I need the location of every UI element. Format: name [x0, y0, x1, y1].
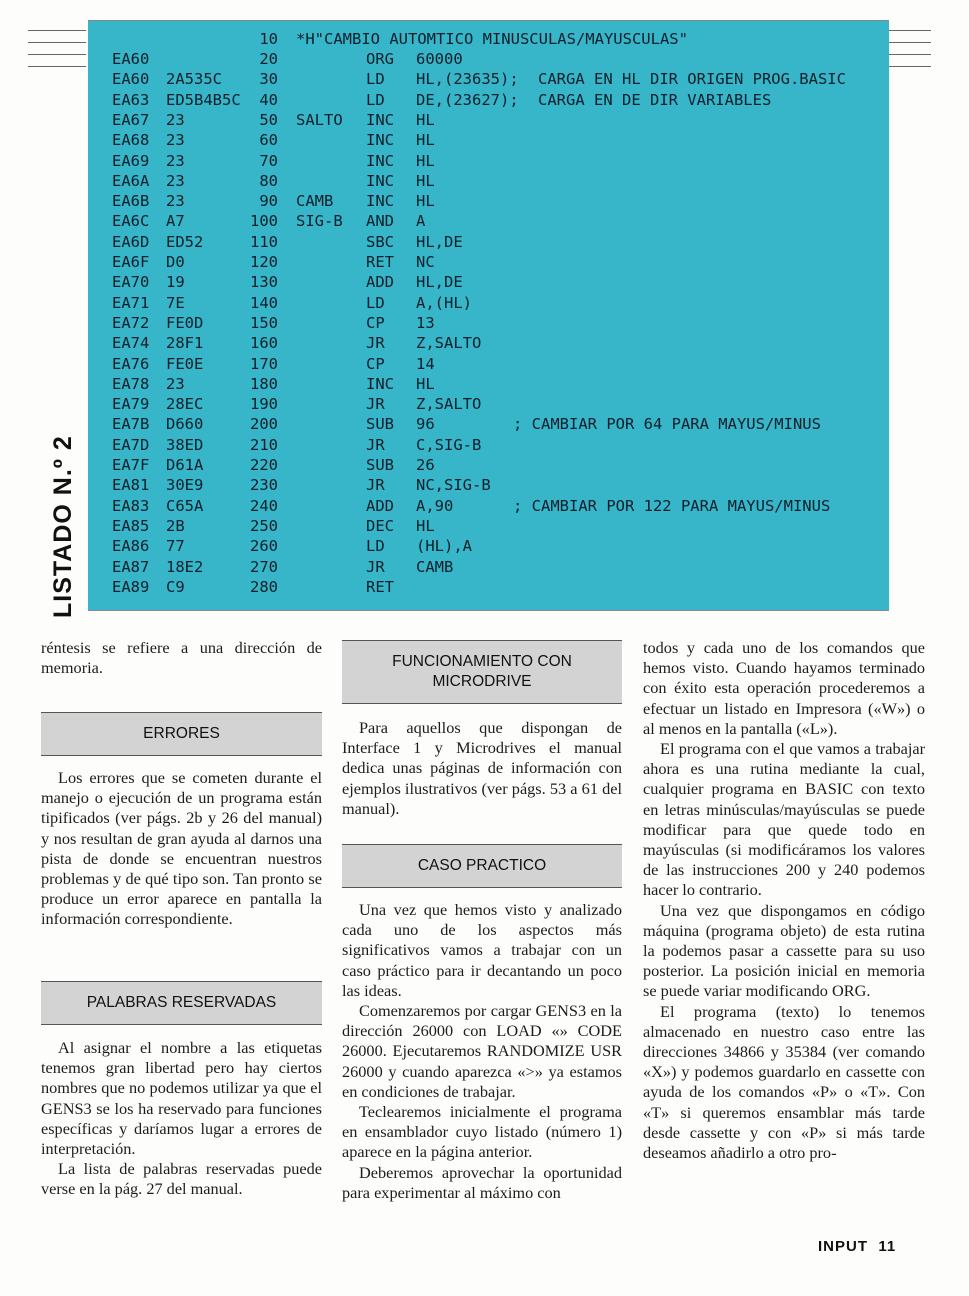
operand: 14 [416, 354, 435, 373]
operand: HL,DE [416, 232, 463, 251]
section-title: ERRORES [143, 725, 220, 742]
address: EA79 [112, 395, 150, 414]
address: EA60 [112, 50, 150, 68]
line-number: 250 [250, 516, 278, 535]
section-header-palabras-reservadas [41, 981, 322, 1025]
address: EA6D [112, 232, 150, 251]
line-number: 160 [250, 334, 278, 353]
hex-bytes: 19 [166, 273, 185, 292]
operand: A,(HL) [416, 293, 472, 312]
hex-bytes: C9 [166, 577, 185, 596]
paragraph: Una vez que dispongamos en código máquina (programa objeto) de esta rutina la podemos pasar a cassette para su uso posterior. La posición inicial en memoria se puede variar modificando ORG. [643, 900, 925, 1001]
microdrive-body [342, 718, 622, 819]
hex-bytes: A7 [166, 212, 185, 231]
asm-comment: CARGA EN HL DIR ORIGEN PROG.BASIC [538, 70, 846, 89]
mnemonic: JR [366, 557, 385, 576]
line-number: 40 [259, 90, 278, 109]
paragraph: Teclearemos inicialmente el programa en ensamblador cuyo listado (número 1) aparece en la página anterior. [342, 1102, 622, 1162]
mnemonic: CP [366, 313, 385, 332]
column-3 [643, 638, 925, 1163]
line-number: 20 [259, 50, 278, 68]
address: EA63 [112, 90, 150, 109]
mnemonic: ADD [366, 273, 394, 292]
operand: 96 [416, 415, 435, 434]
line-number: 110 [250, 232, 278, 251]
hex-bytes: C65A [166, 496, 204, 515]
mnemonic: INC [366, 131, 394, 150]
line-number: 150 [250, 313, 278, 332]
address: EA78 [112, 374, 150, 393]
palabras-body [41, 1038, 322, 1200]
address: EA83 [112, 496, 150, 515]
decorative-lines-left [28, 30, 86, 68]
operand: HL,(23635); [416, 70, 519, 89]
paragraph: El programa (texto) lo tenemos almacenado en nuestro caso entre las direcciones 34866 y 35384 (ver comando «X») y podemos guardarlo en cassette con ayuda de los comandos «P» o «T». Con «T» si queremos ensamblar más tarde desde cassette y con «P» si más tarde deseamos añadirlo a otro pro- [643, 1001, 925, 1163]
line-number: 270 [250, 557, 278, 576]
hex-bytes: 18E2 [166, 557, 204, 576]
hex-bytes: 30E9 [166, 476, 204, 495]
hex-bytes: ED52 [166, 232, 204, 251]
asm-label: CAMB [296, 192, 334, 211]
line-number: 10 [259, 30, 278, 48]
hex-bytes: 2A535C [166, 70, 222, 89]
operand: A,90 [416, 496, 454, 515]
hex-bytes: 23 [166, 131, 185, 150]
mnemonic: JR [366, 334, 385, 353]
line-number: 50 [259, 110, 278, 129]
operand: NC [416, 253, 435, 271]
section-title: CASO PRACTICO [417, 857, 547, 874]
asm-comment: ; CAMBIAR POR 64 PARA MAYUS/MINUS [513, 415, 821, 434]
hex-bytes: FE0D [166, 313, 204, 332]
errores-body [41, 768, 322, 930]
line-number: 230 [250, 476, 278, 495]
magazine-brand: INPUT [818, 1238, 868, 1255]
address: EA60 [112, 70, 150, 89]
mnemonic: ADD [366, 496, 394, 515]
hex-bytes: 23 [166, 374, 185, 393]
line-number: 80 [259, 171, 278, 190]
hex-bytes: 38ED [166, 435, 204, 454]
listing-header-line [88, 29, 688, 49]
mnemonic: LD [366, 537, 385, 556]
section-header-microdrive [342, 640, 622, 704]
hex-bytes: 23 [166, 171, 185, 190]
line-number: 100 [250, 212, 278, 231]
address: EA76 [112, 354, 150, 373]
line-number: 130 [250, 273, 278, 292]
paragraph: La lista de palabras reservadas puede verse en la pág. 27 del manual. [41, 1159, 322, 1199]
operand: HL [416, 151, 435, 170]
address: EA6F [112, 253, 150, 271]
hex-bytes: 28EC [166, 395, 204, 414]
address: EA6B [112, 192, 150, 211]
mnemonic: JR [366, 435, 385, 454]
paragraph: todos y cada uno de los comandos que hemos visto. Cuando hayamos terminado con éxito esta operación procederemos a efectuar un listado en Impresora («W») o al menos en la pantalla («L»). [643, 638, 925, 738]
line-number: 90 [259, 192, 278, 211]
hex-bytes: 23 [166, 151, 185, 170]
hex-bytes: 23 [166, 110, 185, 129]
decorative-lines-right [889, 30, 931, 68]
paragraph: El programa con el que vamos a trabajar ahora es una rutina mediante la cual, cualquier programa en BASIC con texto en letras minúsculas/mayúsculas se puede modificar para que quede todo en mayúsculas (si modificáramos los valores de las instrucciones 200 y 240 podemos hacer lo contrario. [643, 739, 925, 900]
line-number: 240 [250, 496, 278, 515]
mnemonic: RET [366, 577, 394, 596]
operand: Z,SALTO [416, 334, 482, 353]
operand: HL [416, 171, 435, 190]
line-number: 140 [250, 293, 278, 312]
hex-bytes: D61A [166, 456, 204, 474]
page-number: 11 [878, 1238, 897, 1255]
address: EA81 [112, 476, 150, 495]
mnemonic: LD [366, 90, 385, 109]
mnemonic: ORG [366, 50, 394, 68]
hex-bytes: 77 [166, 537, 185, 556]
asm-label: SALTO [296, 110, 343, 129]
address: EA6A [112, 171, 150, 190]
section-header-errores [41, 712, 322, 756]
operand: C,SIG-B [416, 435, 482, 454]
operand: A [416, 212, 426, 231]
address: EA71 [112, 293, 150, 312]
line-number: 190 [250, 395, 278, 414]
page-footer [818, 1238, 896, 1255]
intro-paragraph: réntesis se refiere a una dirección de memoria. [41, 638, 322, 678]
operand: CAMB [416, 557, 454, 576]
hex-bytes: 28F1 [166, 334, 204, 353]
operand: HL [416, 516, 435, 535]
address: EA7D [112, 435, 150, 454]
mnemonic: JR [366, 476, 385, 495]
hex-bytes: D0 [166, 253, 185, 271]
listing-side-label: LISTADO N.º 2 [49, 435, 77, 618]
operand: HL [416, 192, 435, 211]
address: EA7B [112, 415, 150, 434]
asm-comment: ; CAMBIAR POR 122 PARA MAYUS/MINUS [513, 496, 831, 515]
line-number: 180 [250, 374, 278, 393]
hex-bytes: FE0E [166, 354, 204, 373]
line-number: 200 [250, 415, 278, 434]
paragraph: Los errores que se cometen durante el manejo o ejecución de un programa están tipificados (ver págs. 2b y 26 del manual) y nos resultan de gran ayuda al darnos una pista de donde se encuentran nuestros problemas y de qué tipo son. Tan pronto se produce un error aparece en pantalla la información correspondiente. [41, 768, 322, 929]
operand: 13 [416, 313, 435, 332]
column-1 [41, 638, 322, 678]
address: EA74 [112, 334, 150, 353]
asm-comment: CARGA EN DE DIR VARIABLES [538, 90, 772, 109]
mnemonic: CP [366, 354, 385, 373]
address: EA72 [112, 313, 150, 332]
section-title: PALABRAS RESERVADAS [86, 994, 277, 1011]
paragraph: Comenzaremos por cargar GENS3 en la dirección 26000 con LOAD «» CODE 26000. Ejecutaremos RANDOMIZE USR 26000 y cuando aparezca «>» ya estamos en condiciones de trabajar. [342, 1001, 622, 1101]
operand: 26 [416, 456, 435, 474]
mnemonic: LD [366, 293, 385, 312]
asm-label: SIG-B [296, 212, 343, 231]
caso-body [342, 900, 622, 1203]
mnemonic: INC [366, 171, 394, 190]
operand: HL [416, 110, 435, 129]
listing-title: *H"CAMBIO AUTOMTICO MINUSCULAS/MAYUSCULAS" [296, 30, 688, 48]
line-number: 30 [259, 70, 278, 89]
mnemonic: RET [366, 253, 394, 271]
operand: DE,(23627); [416, 90, 519, 109]
mnemonic: INC [366, 374, 394, 393]
operand: HL,DE [416, 273, 463, 292]
operand: Z,SALTO [416, 395, 482, 414]
paragraph: Al asignar el nombre a las etiquetas tenemos gran libertad pero hay ciertos nombres que no podemos utilizar ya que el GENS3 se los ha reservado para funciones específicas y daríamos lugar a errores de interpretación. [41, 1038, 322, 1159]
line-number: 70 [259, 151, 278, 170]
line-number: 210 [250, 435, 278, 454]
section-header-caso-practico [342, 844, 622, 888]
address: EA7F [112, 456, 150, 474]
mnemonic: INC [366, 192, 394, 211]
hex-bytes: 2B [166, 516, 185, 535]
mnemonic: SBC [366, 232, 394, 251]
paragraph: Una vez que hemos visto y analizado cada uno de los aspectos más significativos vamos a trabajar con un caso práctico para ir decantando un poco las ideas. [342, 900, 622, 1000]
address: EA6C [112, 212, 150, 231]
line-number: 60 [259, 131, 278, 150]
line-number: 170 [250, 354, 278, 373]
mnemonic: INC [366, 151, 394, 170]
hex-bytes: D660 [166, 415, 204, 434]
mnemonic: AND [366, 212, 394, 231]
operand: 60000 [416, 50, 463, 68]
line-number: 280 [250, 577, 278, 596]
paragraph: Para aquellos que dispongan de Interface 1 y Microdrives el manual dedica unas páginas de información con ejemplos ilustrativos (ver págs. 53 a 61 del manual). [342, 718, 622, 818]
mnemonic: LD [366, 70, 385, 89]
operand: NC,SIG-B [416, 476, 491, 495]
address: EA69 [112, 151, 150, 170]
operand: (HL),A [416, 537, 472, 556]
assembly-listing [88, 20, 889, 611]
line-number: 260 [250, 537, 278, 556]
address: EA87 [112, 557, 150, 576]
paragraph: Deberemos aprovechar la oportunidad para experimentar al máximo con [342, 1162, 622, 1202]
section-title-line-1: FUNCIONAMIENTO CON [392, 653, 572, 670]
address: EA85 [112, 516, 150, 535]
mnemonic: DEC [366, 516, 394, 535]
mnemonic: SUB [366, 415, 394, 434]
mnemonic: INC [366, 110, 394, 129]
hex-bytes: 7E [166, 293, 185, 312]
line-number: 120 [250, 253, 278, 271]
operand: HL [416, 374, 435, 393]
mnemonic: SUB [366, 456, 394, 474]
address: EA68 [112, 131, 150, 150]
mnemonic: JR [366, 395, 385, 414]
hex-bytes: ED5B4B5C [166, 90, 241, 109]
address: EA86 [112, 537, 150, 556]
address: EA89 [112, 577, 150, 596]
address: EA70 [112, 273, 150, 292]
address: EA67 [112, 110, 150, 129]
operand: HL [416, 131, 435, 150]
line-number: 220 [250, 456, 278, 474]
hex-bytes: 23 [166, 192, 185, 211]
section-title-line-2: MICRODRIVE [432, 673, 532, 690]
